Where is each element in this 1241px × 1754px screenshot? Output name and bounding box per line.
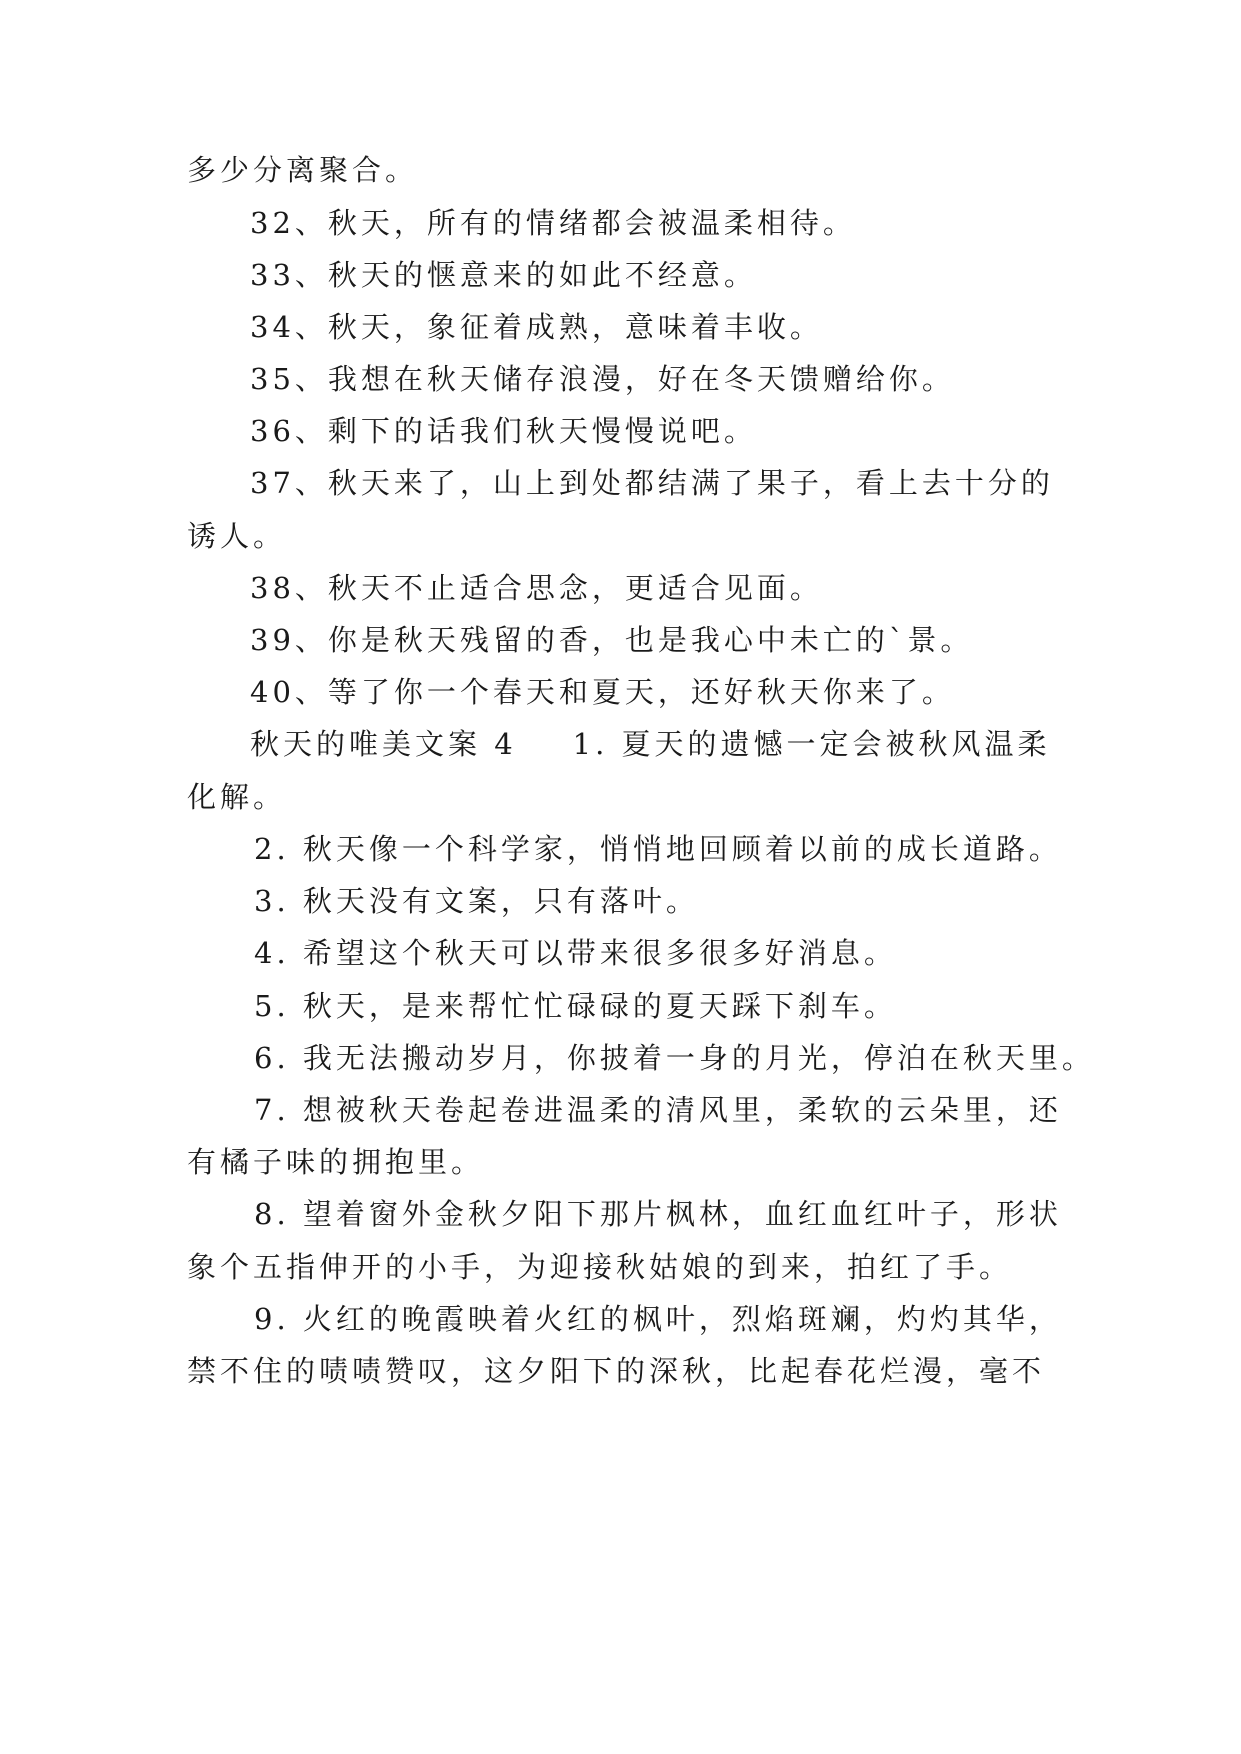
- list-item-1: 1. 夏天的遗憾一定会被秋风温柔: [572, 727, 1051, 761]
- list-item-3: 3. 秋天没有文案，只有落叶。: [254, 884, 699, 918]
- paragraph-line: 多少分离聚合。: [187, 153, 419, 187]
- list-item-32: 32、秋天，所有的情绪都会被温柔相待。: [250, 206, 856, 240]
- list-item-37: 37、秋天来了，山上到处都结满了果子，看上去十分的: [250, 466, 1054, 500]
- list-item-38: 38、秋天不止适合思念，更适合见面。: [250, 571, 823, 605]
- section-heading: 秋天的唯美文案 4: [250, 727, 517, 761]
- list-item-1-continuation: 化解。: [187, 780, 287, 814]
- list-item-33: 33、秋天的惬意来的如此不经意。: [250, 258, 757, 292]
- list-item-9-continuation: 禁不住的啧啧赞叹，这夕阳下的深秋，比起春花烂漫，毫不: [187, 1354, 1046, 1388]
- list-item-9: 9. 火红的晚霞映着火红的枫叶，烈焰斑斓，灼灼其华，: [254, 1302, 1062, 1336]
- list-item-7: 7. 想被秋天卷起卷进温柔的清风里，柔软的云朵里，还: [254, 1093, 1062, 1127]
- list-item-8-continuation: 象个五指伸开的小手，为迎接秋姑娘的到来，拍红了手。: [187, 1250, 1013, 1284]
- list-item-36: 36、剩下的话我们秋天慢慢说吧。: [250, 414, 757, 448]
- section-heading-line: [250, 724, 1051, 764]
- list-item-5: 5. 秋天，是来帮忙忙碌碌的夏天踩下刹车。: [254, 989, 897, 1023]
- list-item-4: 4. 希望这个秋天可以带来很多很多好消息。: [254, 936, 897, 970]
- list-item-6: 6. 我无法搬动岁月，你披着一身的月光，停泊在秋天里。: [254, 1041, 1095, 1075]
- list-item-40: 40、等了你一个春天和夏天，还好秋天你来了。: [250, 675, 955, 709]
- list-item-7-continuation: 有橘子味的拥抱里。: [187, 1145, 485, 1179]
- list-item-34: 34、秋天，象征着成熟，意味着丰收。: [250, 310, 823, 344]
- list-item-37-continuation: 诱人。: [187, 519, 287, 553]
- list-item-2: 2. 秋天像一个科学家，悄悄地回顾着以前的成长道路。: [254, 832, 1062, 866]
- list-item-39: 39、你是秋天残留的香，也是我心中未亡的`景。: [250, 623, 974, 657]
- list-item-35: 35、我想在秋天储存浪漫，好在冬天馈赠给你。: [250, 362, 955, 396]
- list-item-8: 8. 望着窗外金秋夕阳下那片枫林，血红血红叶子，形状: [254, 1197, 1062, 1231]
